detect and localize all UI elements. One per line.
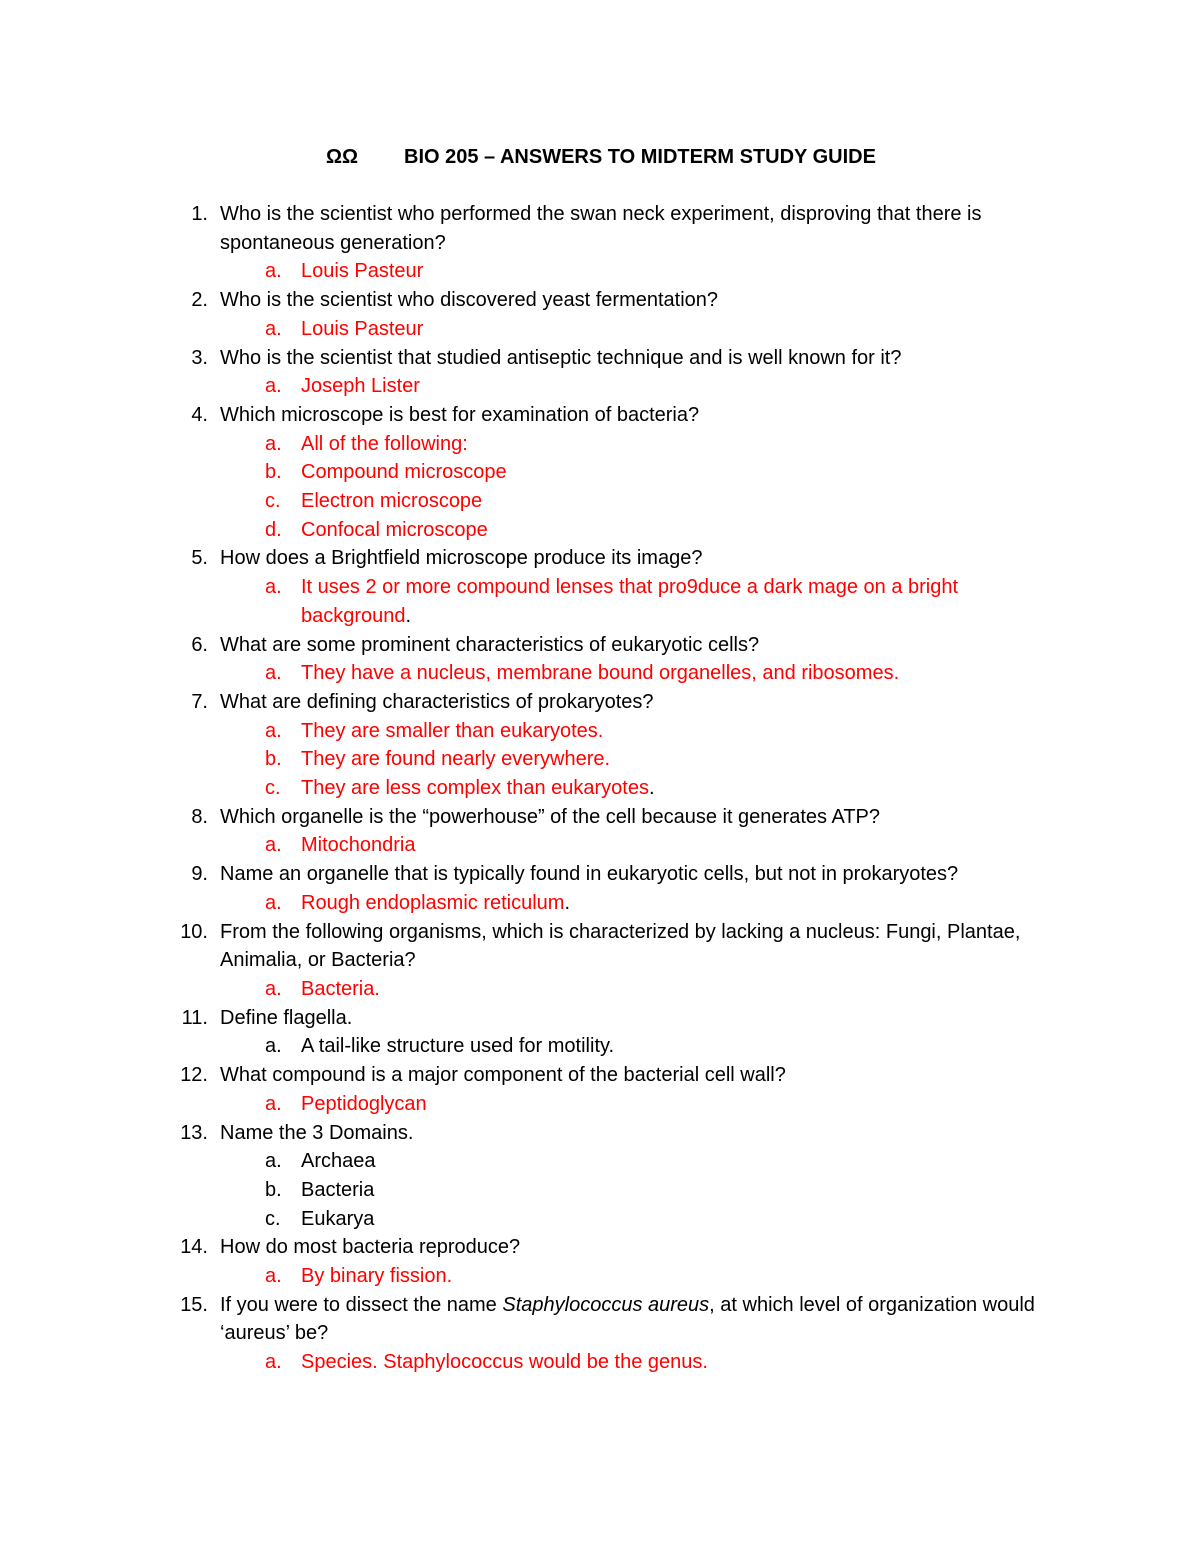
answer-letter: c. [265, 777, 281, 800]
question-text: Which organelle is the “powerhouse” of the cell because it generates ATP? [220, 805, 880, 828]
question-number: 6. [191, 633, 208, 656]
answer-item [0, 889, 1021, 918]
question-text: Define flagella. [220, 1006, 353, 1029]
question-number: 1. [191, 203, 208, 225]
answer-text: Bacteria [301, 1178, 375, 1201]
answer-text: They are found nearly everywhere. [301, 748, 611, 771]
answer-item [0, 1147, 1021, 1176]
question-item [0, 1291, 1060, 1348]
answer-item [0, 573, 1021, 630]
question-number: 4. [191, 403, 208, 426]
question-item [0, 1061, 1060, 1090]
question-number: 8. [191, 805, 208, 828]
question-number: 13. [180, 1121, 208, 1144]
answer-letter: a. [265, 1092, 282, 1115]
answer-letter: a. [265, 662, 282, 685]
question-item [0, 344, 1060, 373]
question-item [0, 200, 1060, 257]
answer-letter: b. [265, 748, 282, 771]
answer-item [0, 315, 1021, 344]
answer-text: They have a nucleus, membrane bound organelles, and ribosomes. [301, 662, 900, 685]
answer-letter: a. [265, 1035, 282, 1058]
answer-item [0, 1262, 1021, 1291]
answer-letter: a. [265, 719, 282, 742]
question-number: 2. [191, 289, 208, 312]
question-text: Which microscope is best for examination of bacteria? [220, 403, 700, 426]
question-item [0, 401, 1060, 430]
answer-text: Bacteria. [301, 977, 380, 1000]
question-text: Who is the scientist who performed the swan neck experiment, disproving that there is spontaneous generation? [220, 203, 982, 254]
answer-item [0, 717, 1021, 746]
answer-item [0, 745, 1021, 774]
question-text [220, 1294, 1035, 1345]
answer-letter: b. [265, 1178, 282, 1201]
answer-text: Louis Pasteur [301, 317, 424, 340]
answer-text: All of the following: [301, 432, 468, 455]
answer-text: They are less complex than eukaryotes [301, 777, 649, 800]
answer-text: Archaea [301, 1150, 376, 1173]
answer-item [0, 774, 1021, 803]
answer-text: Electron microscope [301, 490, 483, 513]
document-title [0, 141, 1200, 173]
answer-item [0, 1348, 1021, 1377]
answer-text: Species. Staphylococcus would be the genus. [301, 1351, 708, 1374]
question-number: 9. [191, 863, 208, 886]
answer-letter: a. [265, 1351, 282, 1374]
answer-text: They are smaller than eukaryotes. [301, 719, 604, 742]
question-number: 7. [191, 690, 208, 713]
question-text: What are some prominent characteristics of eukaryotic cells? [220, 633, 760, 656]
answer-punctuation: . [405, 604, 412, 627]
question-text: What compound is a major component of the bacterial cell wall? [220, 1064, 786, 1087]
question-text: How does a Brightfield microscope produce its image? [220, 547, 703, 570]
species-name: Staphylococcus aureus [502, 1293, 710, 1316]
question-item [0, 860, 1060, 889]
question-text: Name an organelle that is typically found in eukaryotic cells, but not in prokaryotes? [220, 863, 959, 886]
question-item [0, 1119, 1060, 1148]
question-number: 3. [191, 346, 208, 369]
answer-item [0, 1176, 1021, 1205]
answer-letter: a. [265, 576, 282, 599]
title-heading: BIO 205 – ANSWERS TO MIDTERM STUDY GUIDE [404, 146, 876, 168]
question-item [0, 286, 1060, 315]
answer-text: It uses 2 or more compound lenses that pro9duce a dark mage on a bright background [301, 576, 959, 627]
question-text: From the following organisms, which is characterized by lacking a nucleus: Fungi, Plantae, Animalia, or Bacteria? [220, 920, 1021, 972]
answer-item [0, 1032, 1021, 1061]
question-number: 15. [180, 1293, 208, 1316]
answer-text: Eukarya [301, 1207, 375, 1230]
answer-text: Peptidoglycan [301, 1092, 427, 1115]
answer-letter: a. [265, 891, 282, 914]
answer-item [0, 430, 1021, 459]
question-list [0, 200, 1200, 1377]
question-text: Who is the scientist who discovered yeast fermentation? [220, 289, 719, 312]
answer-item [0, 487, 1021, 516]
answer-letter: d. [265, 518, 282, 541]
question-text: How do most bacteria reproduce? [220, 1236, 521, 1259]
answer-item [0, 516, 1021, 545]
question-text-part: If you were to dissect the name [220, 1293, 503, 1316]
answer-punctuation: . [564, 891, 571, 914]
answer-text: A tail-like structure used for motility. [301, 1035, 615, 1058]
question-text: What are defining characteristics of prokaryotes? [220, 690, 654, 713]
question-text: Who is the scientist that studied antiseptic technique and is well known for it? [220, 346, 902, 369]
answer-item [0, 831, 1021, 860]
answer-item [0, 372, 1021, 401]
answer-text: Joseph Lister [301, 375, 420, 398]
answer-text: Compound microscope [301, 461, 507, 484]
answer-item [0, 1090, 1021, 1119]
question-number: 12. [180, 1064, 208, 1087]
answer-item [0, 257, 1021, 286]
answer-letter: a. [265, 834, 282, 857]
answer-text: Louis Pasteur [301, 260, 424, 283]
question-number: 10. [180, 920, 208, 943]
answer-text: By binary fission. [301, 1265, 453, 1288]
answer-letter: c. [265, 1207, 281, 1230]
answer-letter: a. [265, 432, 282, 455]
question-item [0, 803, 1060, 832]
answer-item [0, 1205, 1021, 1234]
answer-text: Rough endoplasmic reticulum [301, 891, 565, 914]
title-symbol: ΩΩ [326, 146, 359, 168]
answer-item [0, 975, 1021, 1004]
answer-letter: a. [265, 977, 282, 1000]
answer-letter: a. [265, 260, 282, 283]
answer-letter: b. [265, 461, 282, 484]
answer-letter: a. [265, 1265, 282, 1288]
question-item [0, 688, 1060, 717]
question-item [0, 1233, 1060, 1262]
answer-letter: a. [265, 375, 282, 398]
question-item [0, 1004, 1060, 1033]
question-text: Name the 3 Domains. [220, 1121, 414, 1144]
answer-letter: a. [265, 317, 282, 340]
question-item [0, 631, 1060, 660]
question-item [0, 918, 1060, 975]
question-item [0, 544, 1060, 573]
answer-item [0, 458, 1021, 487]
answer-letter: c. [265, 490, 281, 513]
question-number: 14. [180, 1236, 208, 1259]
question-number: 5. [191, 547, 208, 570]
answer-item [0, 659, 1021, 688]
answer-punctuation: . [648, 777, 655, 800]
answer-letter: a. [265, 1150, 282, 1173]
question-text-part: , at which level of organization would ‘aureus’ be? [220, 1293, 1035, 1345]
question-number: 11. [181, 1006, 208, 1029]
answer-text: Mitochondria [301, 834, 416, 857]
answer-text: Confocal microscope [301, 518, 488, 541]
